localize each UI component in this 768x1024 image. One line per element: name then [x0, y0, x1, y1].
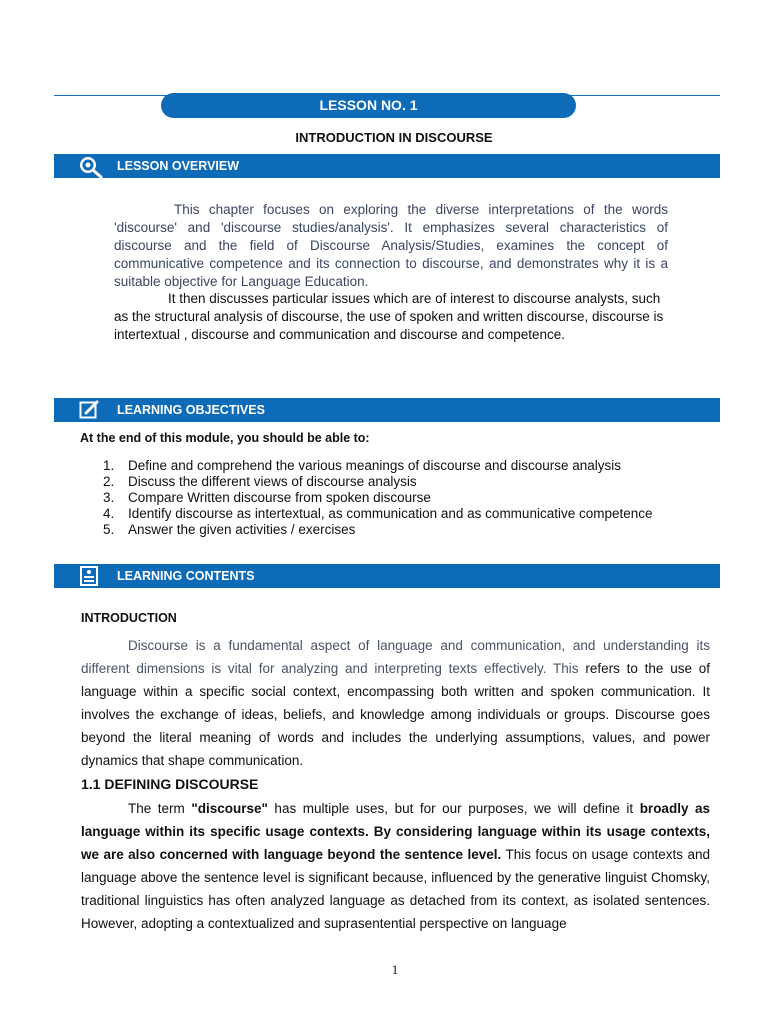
- intro-text-a: Discourse is a fundamental aspect of language and communication, and understanding its different dimensions is vital for analyzing and interpreting texts effectively. This: [81, 638, 710, 676]
- objectives-list: [103, 458, 653, 538]
- section-bar-contents: [54, 564, 720, 588]
- intro-text-b: refers to the use of language within a specific social context, encompassing both written and spoken communication. It involves the exchange of ideas, beliefs, and knowledge among individuals or groups. Discourse goes beyond the literal meaning of words and includes the underlying assumptions, values, and power dynamics that shape communication.: [81, 661, 711, 768]
- section-title-objectives: LEARNING OBJECTIVES: [117, 403, 265, 417]
- definition-paragraph: The term "discourse" has multiple uses, but for our purposes, we will define it broadly as language within its specific usage contexts. By considering language within its usage contexts, we are also concerned with language beyond the sentence level. This focus on usage contexts and language above the sentence level is significant because, influenced by the generative linguist Chomsky, traditional linguistics has often analyzed language as detached from its context, as isolated sentences. However, adopting a contextualized and suprasentential perspective on language: [81, 801, 710, 931]
- list-item: 3. Compare Written discourse from spoken discourse: [103, 490, 431, 505]
- page-number: 1: [391, 962, 399, 977]
- section-title-overview: LESSON OVERVIEW: [117, 159, 240, 173]
- document-list-icon: [79, 566, 101, 586]
- section-bar-overview: [54, 154, 720, 178]
- lesson-label: LESSON NO. 1: [161, 93, 576, 118]
- overview-paragraph: This chapter focuses on exploring the diverse interpretations of the words 'discourse' and 'discourse studies/analysis'. It emphasizes several characteristics of discourse and the field of Discourse Analysis/Studies, examines the concept of communicative competence and its connection to discourse, and demonstrates why it is a suitable objective for Language Education.: [114, 202, 668, 289]
- gear-search-icon: [79, 156, 101, 176]
- overview-text: [114, 201, 668, 291]
- overview-text-2: [114, 290, 676, 344]
- list-item: 5. Answer the given activities / exercises: [103, 522, 356, 537]
- page-title: INTRODUCTION IN DISCOURSE: [295, 130, 493, 145]
- overview-paragraph-2: It then discusses particular issues which are of interest to discourse analysts, such as the structural analysis of discourse, the use of spoken and written discourse, discourse is intertextual , discourse and communication and discourse and competence.: [114, 291, 664, 342]
- list-item: 2. Discuss the different views of discourse analysis: [103, 474, 417, 489]
- section-title-contents: LEARNING CONTENTS: [117, 569, 255, 583]
- objectives-intro: At the end of this module, you should be able to:: [80, 431, 370, 445]
- contents-heading: INTRODUCTION: [81, 611, 177, 625]
- list-item: 1. Define and comprehend the various meanings of discourse and discourse analysis: [103, 458, 622, 473]
- intro-paragraph: [81, 634, 710, 772]
- list-item: 4. Identify discourse as intertextual, as communication and as communicative competence: [103, 506, 653, 521]
- edit-pencil-icon: [79, 400, 101, 420]
- section-bar-objectives: [54, 398, 720, 422]
- section-heading: 1.1 DEFINING DISCOURSE: [81, 776, 259, 792]
